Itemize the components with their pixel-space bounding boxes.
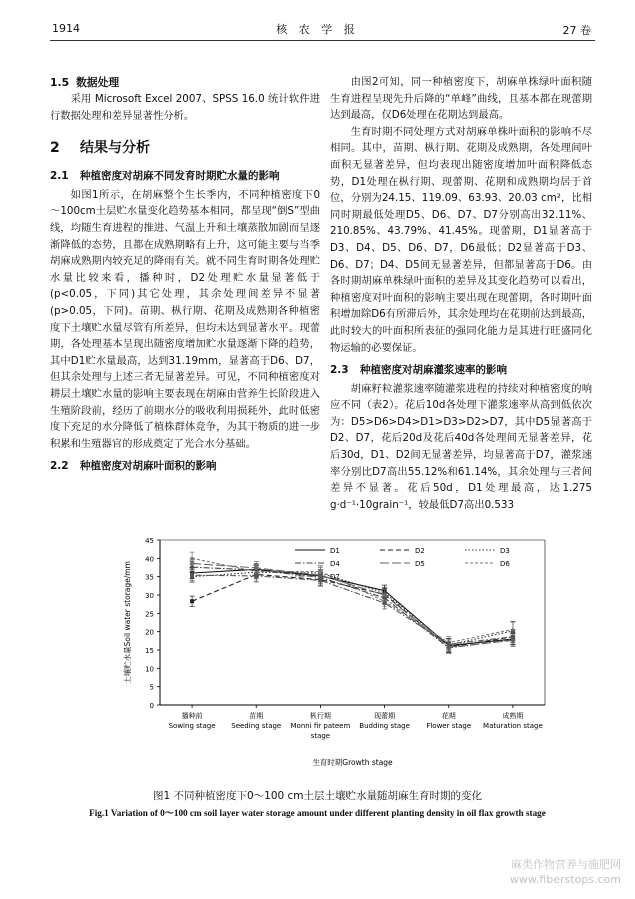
page-number: 1914: [52, 22, 80, 35]
section-2-2-heading: [50, 458, 320, 475]
left-column: [50, 74, 320, 477]
legend-label: D2: [415, 547, 425, 555]
paragraph-filling-rate: 胡麻籽粒灌浆速率随灌浆进程的持续对种植密度的响应不同（表2）。花后10d各处理下灌浆速率从高到低依次为：D5>D6>D4>D1>D3>D2>D7，其中D5显著高于D2、D7，花后20d及花后40d各处理间无显著差异，花后30d，D1、D2间无显著差异，均显著高于D7，灌浆速率分别比D7高出55.12%和61.14%，其余处理与三者间差异不显著。花后50d，D1处理最高，达1.275 g·d⁻¹·10grain⁻¹，较最低D7高出0.533: [330, 382, 592, 511]
series-line-d4: [192, 567, 513, 648]
data-point: [254, 574, 258, 578]
y-axis-title: 土壤贮水量Soil water storage/mm: [123, 561, 132, 684]
legend-label: D7: [330, 573, 340, 581]
x-tick-label: Budding stage: [359, 722, 410, 730]
data-point: [383, 601, 387, 605]
section-number: 2.2: [50, 460, 69, 473]
x-tick-label: stage: [310, 732, 331, 740]
right-column: [330, 74, 592, 513]
section-2-3-heading: [330, 362, 592, 379]
y-tick-label: 0: [149, 702, 154, 710]
legend-label: D5: [415, 560, 425, 568]
y-tick-label: 30: [145, 592, 154, 600]
section-2-heading: [50, 138, 320, 158]
journal-name: 核 农 学 报: [276, 23, 359, 36]
series-line-d5: [192, 563, 513, 647]
data-point: [447, 642, 451, 646]
data-point: [318, 578, 322, 582]
volume-number: 27 卷: [562, 24, 591, 37]
x-tick-label: 花期: [441, 712, 456, 720]
x-tick-label: 苗期: [249, 712, 264, 720]
section-title: 数据处理: [76, 76, 120, 89]
series-line-d6: [192, 558, 513, 642]
section-1-5-heading: [50, 74, 320, 91]
watermark: [510, 857, 621, 887]
legend-label: D6: [500, 560, 510, 568]
y-tick-label: 45: [145, 537, 154, 545]
header-rule: [50, 40, 595, 41]
y-tick-label: 40: [145, 555, 154, 564]
x-tick-label: Flower stage: [426, 722, 472, 730]
section-number: 2: [50, 140, 60, 157]
section-title: 种植密度对胡麻不同发育时期贮水量的影响: [80, 170, 280, 183]
section-number: 2.3: [330, 364, 349, 377]
water-storage-chart: [100, 530, 570, 780]
data-point: [190, 573, 194, 577]
y-tick-label: 15: [145, 647, 154, 655]
x-tick-label: 播种前: [181, 712, 203, 720]
paragraph-leaf-area-intro: 由图2可知，同一种植密度下，胡麻单株绿叶面积随生育进程呈现先升后降的“单峰”曲线，且基本都在现蕾期达到最高，仅D6处理在花期达到最高。: [330, 76, 592, 122]
x-tick-label: Monni fir pateem: [290, 722, 351, 730]
paragraph-data-processing: 采用 Microsoft Excel 2007、SPSS 16.0 统计软件进行数据处理和差异显著性分析。: [50, 93, 320, 122]
y-tick-label: 25: [145, 610, 154, 619]
data-point: [511, 635, 515, 639]
series-line-d3: [192, 572, 513, 645]
section-title: 结果与分析: [80, 140, 150, 157]
x-tick-label: Maturation stage: [483, 722, 543, 730]
x-tick-label: 现蕾期: [374, 712, 396, 720]
legend-label: D3: [500, 547, 510, 555]
section-title: 种植密度对胡麻灌浆速率的影响: [360, 364, 507, 377]
y-tick-label: 5: [149, 683, 154, 692]
x-tick-label: Seeding stage: [231, 722, 282, 730]
y-tick-label: 10: [145, 665, 154, 674]
section-number: 1.5: [50, 76, 70, 89]
legend-label: D4: [330, 560, 340, 568]
section-number: 2.1: [50, 170, 69, 183]
page-header: [0, 0, 635, 52]
x-tick-label: 成熟期: [502, 712, 524, 720]
paragraph-leaf-area-detail: 生育时期不同处理方式对胡麻单株叶面积的影响不尽相同。其中，苗期、枞行期、花期及成熟期，各处理间叶面积无显著差异，但均表现出随密度增加叶面积降低态势，D1处理在枞行期、现蕾期、花期和成熟期均居于首位，分别为24.15、119.09、63.93、20.03 cm²，比相同时期最低处理D5、D6、D7、D7分别高出32.11%、210.85%、43.79%、41.45%。现蕾期，D1显著高于D3、D4、D5、D6、D7，D6最低；D2显著高于D3、D6、D7；D4、D5间无显著差异，但都显著高于D6。由各时期胡麻单株绿叶面积的差异及其变化趋势可以看出，种植密度对叶面积的影响主要出现在现蕾期，各时期叶面积增加除D6有所滞后外，其余处理均在花期前达到最高，此时较大的叶面积所表征的强同化能力是其进行旺盛同化物运输的必要保证。: [330, 125, 592, 354]
watermark-line-1: 麻类作物营养与施肥网: [511, 858, 621, 871]
section-2-1-heading: [50, 168, 320, 185]
x-axis-title: 生育时期Growth stage: [312, 758, 393, 767]
figure-caption-en: Fig.1 Variation of 0～100 cm soil layer water storage amount under different planting density in oil flax growth stage: [89, 808, 546, 818]
figure-caption-zh: 图1 不同种植密度下0～100 cm土层土壤贮水量随胡麻生育时期的变化: [152, 790, 483, 802]
watermark-line-2: www.fiberstops.com: [509, 873, 621, 886]
section-title: 种植密度对胡麻叶面积的影响: [80, 460, 217, 473]
x-tick-label: Sowing stage: [168, 722, 216, 730]
x-tick-label: 枞行期: [309, 712, 331, 720]
data-point: [190, 599, 194, 603]
paragraph-water-storage: 如图1所示，在胡麻整个生长季内，不同种植密度下0～100cm土层贮水量变化趋势基本相同，都呈现“倒S”型曲线，均随生育进程的推进、气温上升和土壤蒸散加剧而呈逐渐降低的态势，且都在成熟期略有上升，这可能主要与当季胡麻成熟期内较充足的降雨有关。就不同生育时期各处理贮水量比较来看，播种时，D2处理贮水量显著低于(p<0.05，下同)其它处理，其余处理间差异不显著(p>0.05，下同)。苗期、枞行期、花期及成熟期各种植密度下土壤贮水量尽管有所差异，但均未达到显著水平。现蕾期，各处理基本呈现出随密度增加贮水量逐渐下降的趋势，其中D1贮水量最高，达到31.19mm，显著高于D6、D7，但其余处理与上述三者无显著差异。可见，不同种植密度对耕层土壤贮水量的影响主要表现在胡麻由营养生长阶段进入生殖阶段前，经历了前期水分的吸收利用损耗外，此时低密度下充足的水分降低了植株群体竞争，为其干物质的进一步积累和生殖器官的形成奠定了光合水分基础。: [50, 188, 320, 450]
y-tick-label: 20: [145, 628, 154, 637]
y-tick-label: 35: [145, 573, 154, 582]
legend-label: D1: [330, 547, 340, 555]
